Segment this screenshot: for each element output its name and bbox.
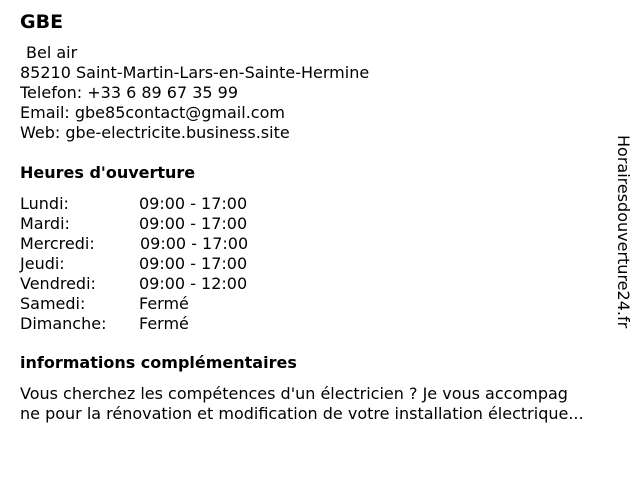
day-label: Vendredi: [20, 274, 96, 293]
city-line: 85210 Saint-Martin-Lars-en-Sainte-Hermine [20, 63, 370, 82]
description-line: ne pour la rénovation et modification de votre installation électrique... [20, 404, 584, 423]
description-line: Vous cherchez les compétences d'un électricien ? Je vous accompag [20, 384, 568, 403]
email-line: Email: gbe85contact@gmail.com [20, 103, 285, 122]
site-watermark: Horairesdouverture24.fr [614, 135, 633, 329]
web-line: Web: gbe-electricite.business.site [20, 123, 290, 142]
day-label: Mercredi: [20, 234, 95, 253]
time-value: Fermé [139, 314, 189, 333]
contact-block [20, 43, 369, 143]
business-name: GBE [20, 11, 64, 33]
day-label: Samedi: [20, 294, 86, 313]
day-label: Dimanche: [20, 314, 107, 333]
business-description [20, 384, 635, 424]
day-label: Mardi: [20, 214, 70, 233]
day-label: Jeudi: [20, 254, 65, 273]
time-value: Fermé [139, 294, 189, 313]
time-value: 09:00 - 17:00 [139, 194, 248, 213]
time-value: 09:00 - 12:00 [139, 274, 248, 293]
time-value: 09:00 - 17:00 [139, 254, 248, 273]
info-heading: informations complémentaires [20, 353, 297, 372]
day-label: Lundi: [20, 194, 69, 213]
time-value: 09:00 - 17:00 [139, 214, 248, 233]
street-address: Bel air [26, 43, 78, 62]
hours-heading: Heures d'ouverture [20, 163, 196, 182]
phone-line: Telefon: +33 6 89 67 35 99 [20, 83, 239, 102]
time-value: 09:00 - 17:00 [140, 234, 249, 253]
